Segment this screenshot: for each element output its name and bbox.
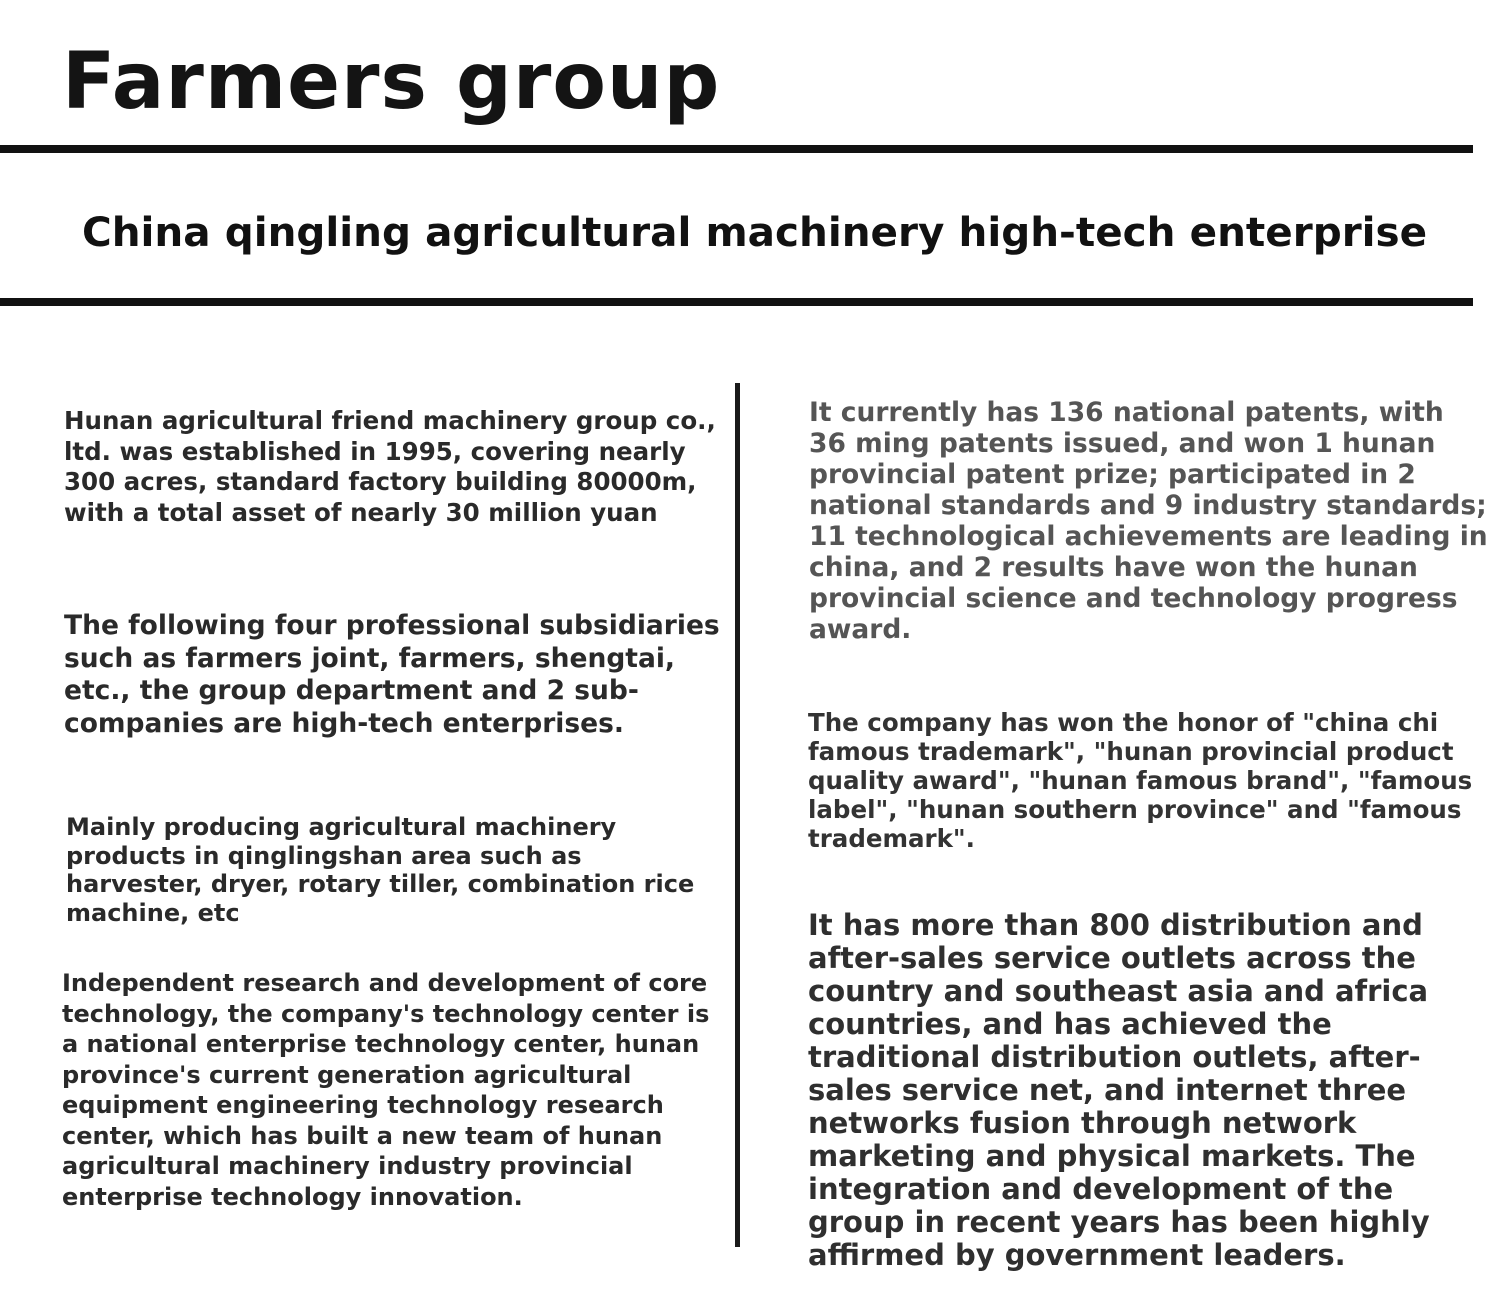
right-paragraph-honors: The company has won the honor of "china chi famous trademark", "hunan provincial product quality award", "hunan famous brand", "famous label", "hunan southern province" and "famous trademark". (808, 708, 1473, 853)
left-paragraph-subsidiaries: The following four professional subsidiaries such as farmers joint, farmers, shengtai, etc., the group department and 2 sub-companies are high-tech enterprises. (64, 610, 720, 739)
left-paragraph-research: Independent research and development of core technology, the company's technology center is a national enterprise technology center, hunan province's current generation agricultural equipment engineering technology research center, which has built a new team of hunan agricultural machinery industry provincial enterprise technology innovation. (62, 969, 710, 1211)
right-paragraph-patents: It currently has 136 national patents, with 36 ming patents issued, and won 1 hunan provincial patent prize; participated in 2 national standards and 9 industry standards; 11 technological achievements are leading in china, and 2 results have won the hunan provincial science and technology progress award. (809, 397, 1488, 645)
right-paragraph-distribution: It has more than 800 distribution and after-sales service outlets across the country and southeast asia and africa countries, and has achieved the traditional distribution outlets, after-sales service net, and internet three networks fusion through network marketing and physical markets. The integration and development of the group in recent years has been highly affirmed by government leaders. (808, 908, 1430, 1272)
page-title: Farmers group (62, 37, 721, 127)
top-rule (0, 145, 1473, 153)
left-paragraph-products: Mainly producing agricultural machinery products in qinglingshan area such as harvester, dryer, rotary tiller, combination rice machine, etc (66, 813, 695, 927)
page-subtitle: China qingling agricultural machinery high-tech enterprise (82, 208, 1428, 256)
column-divider (735, 383, 740, 1247)
bottom-rule (0, 298, 1473, 306)
left-paragraph-establishment: Hunan agricultural friend machinery group co., ltd. was established in 1995, covering nearly 300 acres, standard factory building 80000m, with a total asset of nearly 30 million yuan (64, 406, 716, 527)
